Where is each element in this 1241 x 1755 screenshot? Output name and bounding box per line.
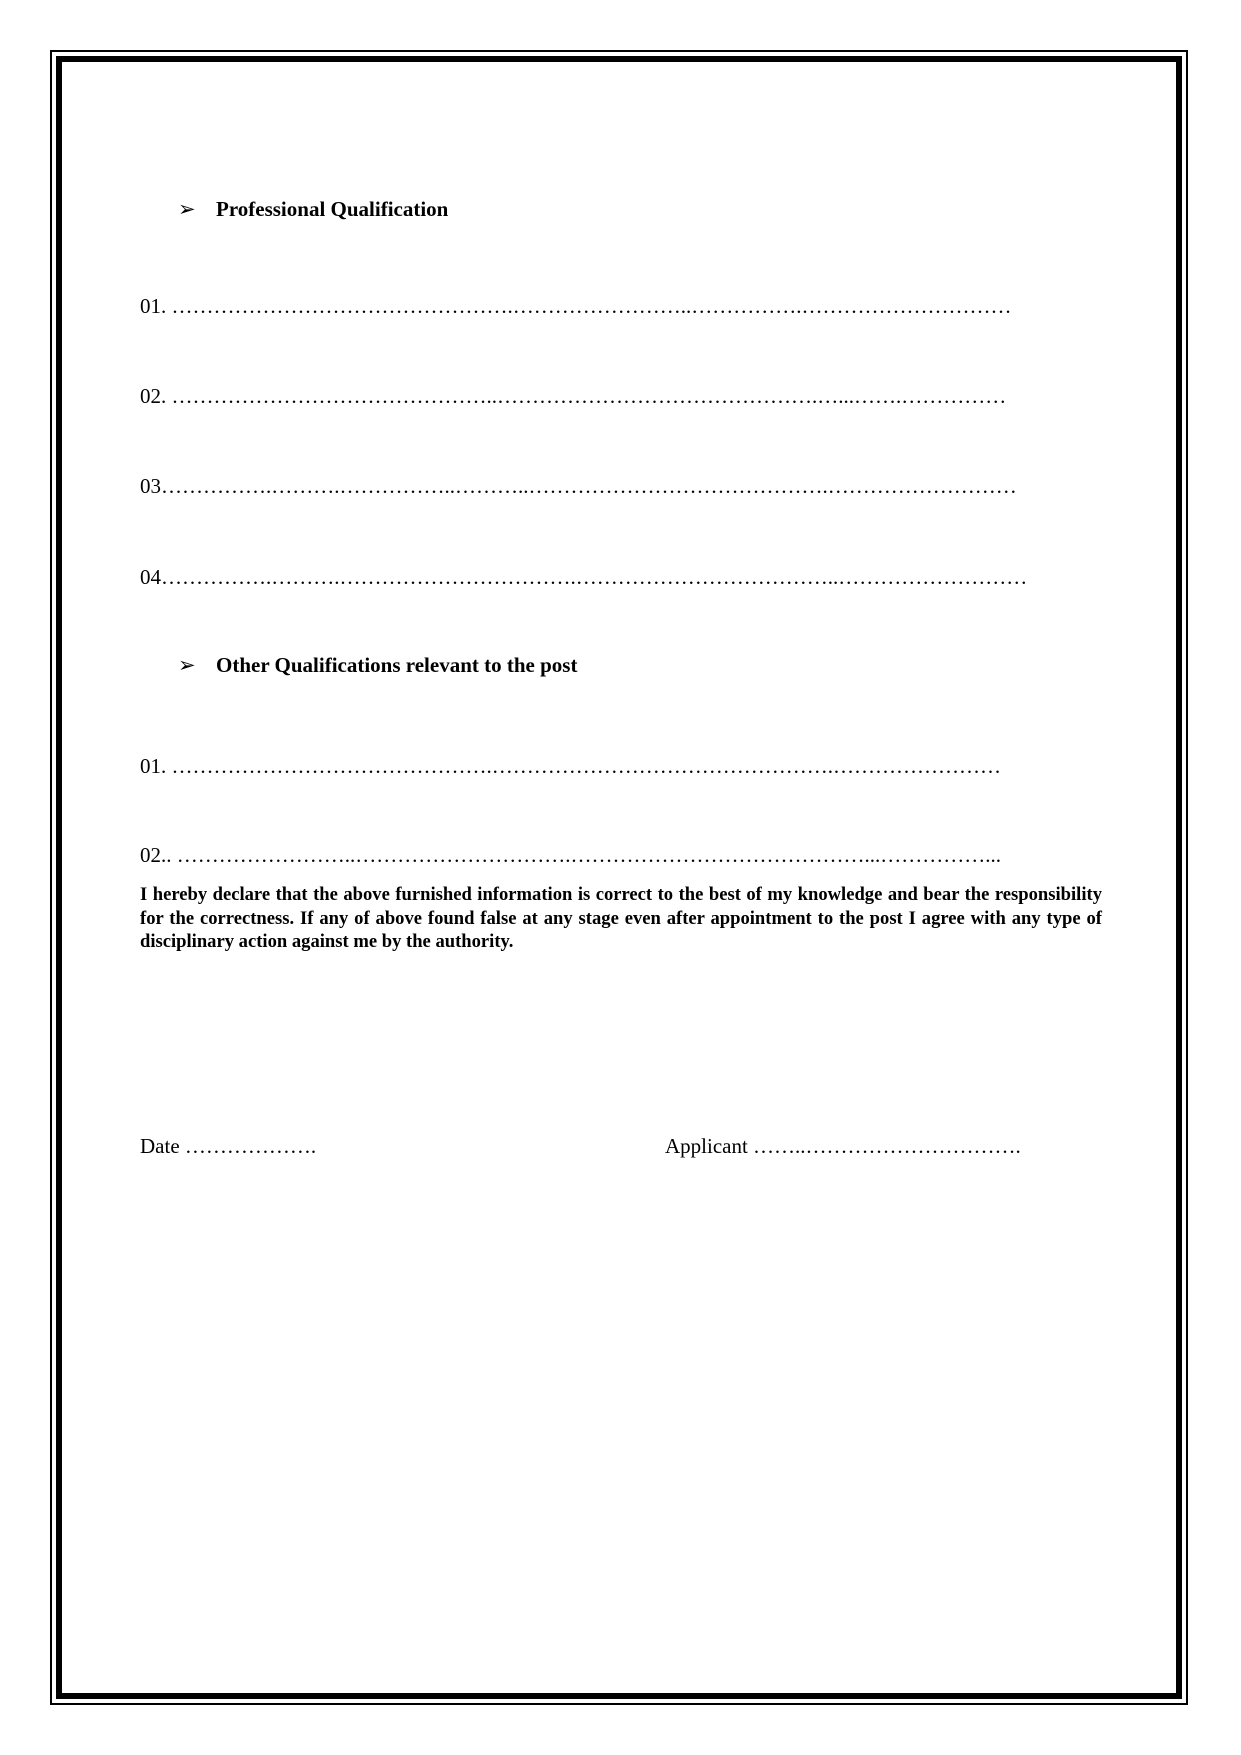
heading-text: Other Qualifications relevant to the post: [216, 653, 578, 677]
arrow-bullet-icon: ➢: [178, 197, 196, 221]
applicant-signature-field[interactable]: Applicant ……..………………………….: [665, 1134, 1021, 1158]
other-line-1[interactable]: 01. ……………………………………….………………………………………….……………………: [140, 754, 1001, 778]
professional-qualification-heading: [178, 197, 448, 222]
other-qualifications-heading: [178, 653, 577, 678]
heading-text: Professional Qualification: [216, 197, 449, 221]
other-line-2[interactable]: 02.. ……………………..………………………….……………………………………...……………...: [140, 843, 1001, 867]
date-field[interactable]: Date ……………….: [140, 1134, 317, 1158]
professional-line-2[interactable]: 02. ………………………………………..……………………………………….…...…….……………: [140, 384, 1007, 408]
arrow-bullet-icon: ➢: [178, 653, 196, 677]
professional-line-3[interactable]: 03…………….……….……………..………..…………………………………….………………………: [140, 474, 1017, 498]
professional-line-1[interactable]: 01. ………………………………………….……………………..…………….…………………………: [140, 294, 1012, 318]
professional-line-4[interactable]: 04…………….……….…………………………….………………………………..………………………: [140, 565, 1028, 589]
declaration-text: I hereby declare that the above furnished information is correct to the best of my knowledge and bear the responsibility for the correctness. If any of above found false at any stage even after appointment to the post I agree with any type of disciplinary action against me by the authority.: [140, 884, 1102, 952]
